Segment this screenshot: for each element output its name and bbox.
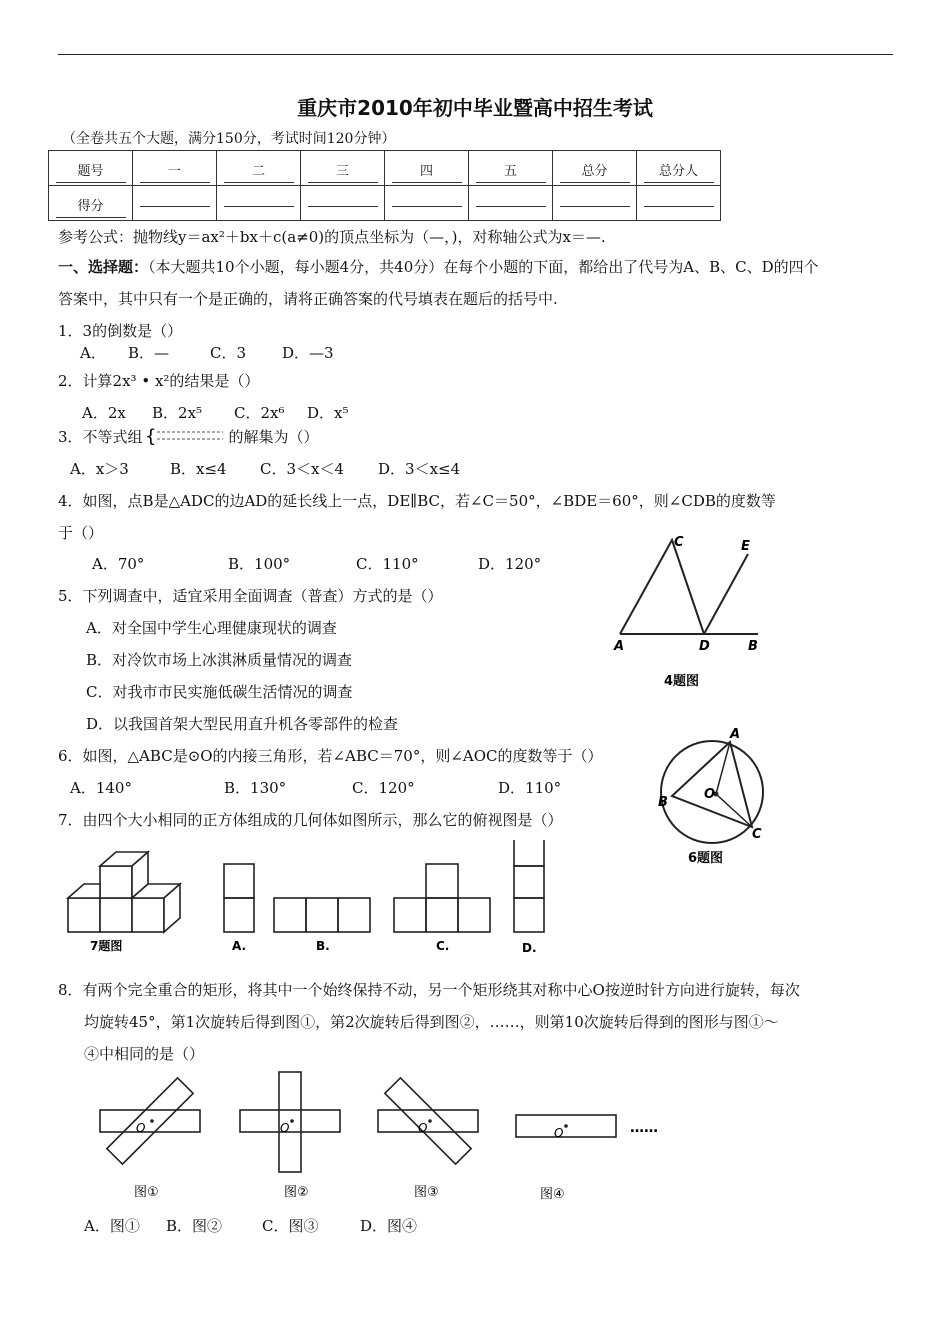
table-cell: 二 [217, 151, 301, 186]
option-d[interactable]: D．120° [478, 555, 542, 573]
option-b[interactable]: B．x≤4 [170, 460, 227, 478]
score-cell[interactable] [469, 186, 553, 221]
figure-label: B [748, 639, 758, 654]
question-6: 6．如图，△ABC是⊙O的内接三角形，若∠ABC＝70°，则∠AOC的度数等于（） [58, 747, 603, 765]
figure-label: 图① [134, 1185, 159, 1200]
option-d[interactable]: D．110° [498, 779, 562, 797]
ellipsis: …… [630, 1120, 658, 1136]
table-row [49, 186, 721, 221]
figure-label: A [614, 639, 625, 654]
center-label: O [280, 1121, 290, 1135]
option-d[interactable]: D．以我国首架大型民用直升机各零部件的检查 [86, 715, 399, 733]
option-c[interactable]: C．3＜x＜4 [260, 460, 345, 478]
option-a[interactable]: A．图① [84, 1217, 140, 1235]
table-cell: 四 [385, 151, 469, 186]
figure-caption: 7题图 [90, 939, 123, 953]
header-rule [58, 54, 893, 55]
figure-caption: 6题图 [688, 851, 724, 866]
figure-label: A [730, 727, 741, 742]
option-c[interactable]: C．110° [356, 555, 419, 573]
table-cell: 五 [469, 151, 553, 186]
figure-7 [58, 840, 558, 968]
option-b[interactable]: B．对冷饮市场上冰淇淋质量情况的调查 [86, 651, 353, 669]
option-c[interactable]: C．2x⁶ [234, 404, 285, 422]
option-a[interactable]: A． [80, 344, 106, 362]
table-cell: 总分 [553, 151, 637, 186]
option-c[interactable]: C．120° [352, 779, 415, 797]
choice-label: A. [232, 939, 247, 953]
question-3 [58, 426, 319, 447]
option-b[interactable]: B．130° [224, 779, 287, 797]
question-8-line2: 均旋转45°，第1次旋转后得到图①，第2次旋转后得到图②，……，则第10次旋转后得到的图形与图①～ [84, 1013, 779, 1031]
section-intro-text: （本大题共10个小题，每小题4分，共40分）在每个小题的下面，都给出了代号为A、B、C、D的四个 [148, 258, 819, 276]
option-c[interactable]: C．图③ [262, 1217, 319, 1235]
question-5: 5．下列调查中，适宜采用全面调查（普查）方式的是（） [58, 587, 443, 605]
option-d[interactable]: D．—3 [282, 344, 334, 362]
inequality-system-figure [143, 426, 229, 446]
figure-caption: 4题图 [664, 674, 700, 689]
page-title: 重庆市2010年初中毕业暨高中招生考试 [297, 96, 653, 120]
score-cell[interactable] [301, 186, 385, 221]
option-d[interactable]: D．3＜x≤4 [378, 460, 461, 478]
figure-label: 图④ [540, 1187, 565, 1202]
score-cell[interactable] [217, 186, 301, 221]
table-cell: 题号 [49, 151, 133, 186]
figure-label: D [699, 639, 710, 654]
center-label: O [136, 1121, 146, 1135]
table-cell: 总分人 [637, 151, 721, 186]
score-cell[interactable] [637, 186, 721, 221]
option-a[interactable]: A．对全国中学生心理健康现状的调查 [86, 619, 337, 637]
table-cell: 一 [133, 151, 217, 186]
center-label: O [418, 1121, 428, 1135]
figure-label: 图③ [414, 1185, 439, 1200]
figure-6 [652, 722, 782, 872]
reference-formula: 参考公式：抛物线y＝ax²＋bx＋c(a≠0)的顶点坐标为（—，)，对称轴公式为x＝—. [58, 228, 606, 246]
question-8-line3: ④中相同的是（） [84, 1045, 205, 1063]
figure-label: 图② [284, 1185, 309, 1200]
question-8: 8．有两个完全重合的矩形，将其中一个始终保持不动，另一个矩形绕其对称中心O按逆时针方向进行旋转，每次 [58, 981, 800, 999]
section-intro [58, 256, 819, 277]
figure-label: C [674, 535, 684, 550]
choice-label: B. [316, 939, 330, 953]
figure-4 [608, 530, 768, 690]
figure-label: O [704, 787, 716, 802]
option-a[interactable]: A．140° [70, 779, 132, 797]
question-4: 4．如图，点B是△ADC的边AD的延长线上一点，DE∥BC，若∠C＝50°，∠BDE＝60°，则∠CDB的度数等 [58, 492, 776, 510]
question-3-stem-tail: 的解集为（） [228, 428, 319, 446]
option-b[interactable]: B．100° [228, 555, 291, 573]
question-1: 1．3的倒数是（） [58, 322, 183, 340]
option-a[interactable]: A．70° [92, 555, 145, 573]
figure-8 [94, 1068, 674, 1208]
option-a[interactable]: A．2x [82, 404, 126, 422]
option-b[interactable]: B．2x⁵ [152, 404, 203, 422]
question-7: 7．由四个大小相同的正方体组成的几何体如图所示，那么它的俯视图是（） [58, 811, 563, 829]
table-cell: 三 [301, 151, 385, 186]
section-heading: 一、选择题： [58, 258, 149, 276]
figure-label: B [658, 795, 668, 810]
question-3-stem: 3．不等式组 [58, 428, 143, 446]
option-a[interactable]: A．x＞3 [70, 460, 129, 478]
score-table [48, 150, 721, 221]
exam-subtitle: （全卷共五个大题，满分150分，考试时间120分钟） [62, 131, 396, 147]
choice-label: D. [522, 941, 537, 955]
question-2: 2．计算2x³ • x²的结果是（） [58, 372, 260, 390]
option-c[interactable]: C．对我市市民实施低碳生活情况的调查 [86, 683, 353, 701]
section-intro-line2: 答案中，其中只有一个是正确的，请将正确答案的代号填表在题后的括号中. [58, 290, 558, 308]
question-4-line2: 于（） [58, 524, 104, 542]
option-d[interactable]: D．x⁵ [307, 404, 349, 422]
table-row [49, 151, 721, 186]
option-b[interactable]: B．图② [166, 1217, 223, 1235]
option-c[interactable]: C．3 [210, 344, 247, 362]
score-cell[interactable] [553, 186, 637, 221]
table-cell: 得分 [49, 186, 133, 221]
svg-text:{: { [144, 426, 156, 446]
figure-label: C [752, 827, 762, 842]
score-cell[interactable] [385, 186, 469, 221]
option-d[interactable]: D．图④ [360, 1217, 418, 1235]
score-cell[interactable] [133, 186, 217, 221]
center-label: O [554, 1126, 564, 1140]
option-b[interactable]: B．— [128, 344, 170, 362]
choice-label: C. [436, 939, 450, 953]
figure-label: E [741, 539, 750, 554]
